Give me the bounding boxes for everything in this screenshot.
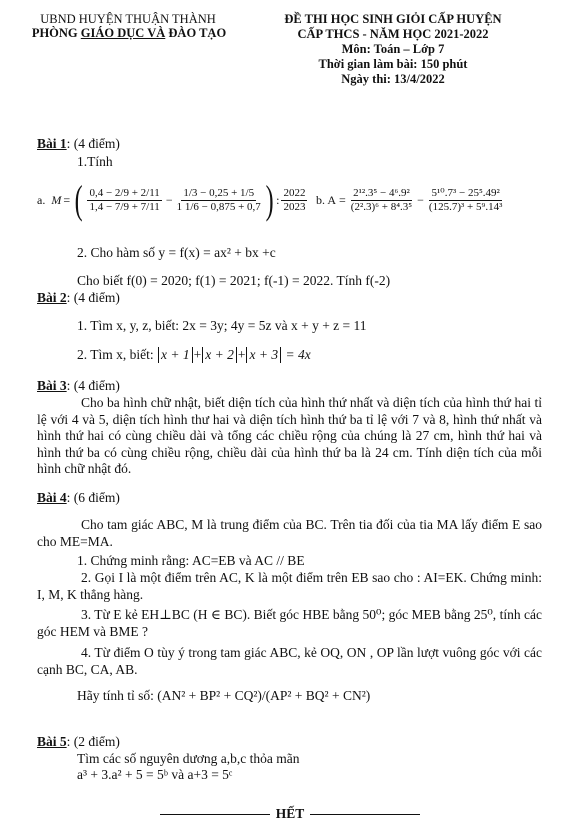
- bai2-heading: [37, 290, 120, 306]
- bai1-sub2: 2. Cho hàm số y = f(x) = ax² + bx +c: [77, 245, 276, 260]
- bai2-q2-prefix: 2. Tìm x, biết:: [77, 347, 157, 362]
- bai2-title: Bài 2: [37, 290, 67, 305]
- bai5-title: Bài 5: [37, 734, 67, 749]
- bai2-q2-plus2: +: [237, 347, 246, 362]
- bai4-points: : (6 điểm): [66, 490, 120, 505]
- bai1-heading: [37, 136, 120, 152]
- bai1-b-eq: =: [339, 192, 346, 207]
- bai2-q1: 1. Tìm x, y, z, biết: 2x = 3y; 4y = 5z và x + y + z = 11: [77, 318, 367, 333]
- bai2-q2-term3: x + 3: [246, 347, 281, 363]
- bai3-title: Bài 3: [37, 378, 67, 393]
- end-marker: [150, 806, 430, 822]
- bai4-heading: [37, 490, 120, 506]
- end-line-right: [310, 814, 420, 815]
- bai1-a-f1-den: 1,4 − 7/9 + 7/11: [89, 200, 160, 213]
- bai2-q2: [77, 347, 311, 363]
- bai1-b-label: b. A: [316, 192, 337, 207]
- bai1-a-fraction2: [177, 187, 261, 214]
- bai1-points: : (4 điểm): [66, 136, 120, 151]
- end-text: HẾT: [275, 806, 305, 821]
- bai1-a-div: :: [276, 192, 280, 207]
- bai2-points: : (4 điểm): [66, 290, 120, 305]
- bai4-title: Bài 4: [37, 490, 67, 505]
- bai4-q2: 2. Gọi I là một điểm trên AC, K là một điểm trên EB sao cho : AI=EK. Chứng minh: I, M, K thẳng hàng.: [37, 570, 542, 602]
- bai4-intro-block: [37, 517, 542, 550]
- header-right-line4: Thời gian làm bài: 150 phút: [318, 57, 468, 71]
- bai4-q2-block: [37, 570, 542, 603]
- bai4-q3: 3. Từ E kẻ EH⊥BC (H ∈ BC). Biết góc HBE bằng 50⁰; góc MEB bằng 25⁰, tính các góc HEM và BME ?: [37, 607, 542, 639]
- bai3-text: Cho ba hình chữ nhật, biết diện tích của hình thứ nhất và diện tích của hình thứ hai tỉ lệ với 4 và 5, diện tích hình thư hai và diện tích hình thứ ba tỉ lệ với 7 và 8, hình thứ nhất và hình thứ hai có cùng chiều dài và tổng các chiều rộng của chúng là 27 cm, hình thứ hai và hình thứ ba có cùng chiều rộng, chiều dài của hình thứ ba là 24 cm. Tính diện tích của mỗi hình chữ nhật đó.: [37, 395, 542, 476]
- bai1-b-f2-num: 5¹⁰.7³ − 25⁵.49²: [431, 186, 500, 199]
- bai1-a-fraction1: [87, 187, 161, 214]
- bai2-q2-plus1: +: [193, 347, 202, 362]
- right-paren-icon: ): [265, 177, 274, 222]
- bai1-a-fraction3: [281, 187, 307, 214]
- bai1-b-minus: −: [417, 192, 424, 207]
- bai1-b-fraction2: [429, 187, 502, 214]
- bai2-q2-rhs: = 4x: [285, 347, 311, 362]
- bai4-q1: 1. Chứng minh rằng: AC=EB và AC // BE: [77, 553, 305, 568]
- bai1-title: Bài 1: [37, 136, 67, 151]
- bai3-heading: [37, 378, 120, 394]
- bai1-a-eq: =: [63, 192, 71, 207]
- header-left-prefix: PHÒNG: [31, 26, 81, 40]
- bai5-points: : (2 điểm): [66, 734, 120, 749]
- bai4-intro: Cho tam giác ABC, M là trung điểm của BC. Trên tia đối của tia MA lấy điểm E sao cho ME=MA.: [37, 517, 542, 549]
- header-right-line2: CẤP THCS - NĂM HỌC 2021-2022: [297, 27, 489, 41]
- bai2-q2-term2: x + 2: [202, 347, 237, 363]
- bai1-b-f1-num: 2¹².3⁵ − 4⁶.9²: [353, 186, 410, 199]
- bai1-b-fraction1: [351, 187, 412, 214]
- bai1-a-M: M: [51, 192, 62, 207]
- bai4-q4-block: [37, 645, 542, 678]
- bai1-a-f3-num: 2022: [283, 186, 306, 199]
- bai2-q2-term1: x + 1: [158, 347, 193, 363]
- bai5-heading: [37, 734, 120, 750]
- header-right-line1: ĐỀ THI HỌC SINH GIỎI CẤP HUYỆN: [284, 12, 502, 26]
- header-right-line3: Môn: Toán – Lớp 7: [341, 42, 445, 56]
- bai1-a-f1-num: 0,4 − 2/9 + 2/11: [89, 186, 160, 199]
- bai4-q4: 4. Từ điểm O tùy ý trong tam giác ABC, kẻ OQ, ON , OP lần lượt vuông góc với các cạnh BC, CA, AB.: [37, 645, 542, 677]
- bai1-a-label: a.: [37, 192, 46, 207]
- bai4-q3-block: [37, 607, 542, 640]
- bai5-line2: a³ + 3.a² + 5 = 5ᵇ và a+3 = 5ᶜ: [77, 767, 233, 782]
- bai1-b-f1-den: (2².3)⁶ + 8⁴.3⁵: [350, 200, 413, 213]
- bai3-points: : (4 điểm): [66, 378, 120, 393]
- header-right-line5: Ngày thi: 13/4/2022: [341, 72, 445, 86]
- bai4-q4b: Hãy tính tỉ số: (AN² + BP² + CQ²)/(AP² + BQ² + CN²): [77, 688, 371, 703]
- header-left-line1: UBND HUYỆN THUẬN THÀNH: [40, 12, 216, 26]
- bai1-sub2b: Cho biết f(0) = 2020; f(1) = 2021; f(-1) = 2022. Tính f(-2): [77, 273, 391, 288]
- bai3-text-block: [37, 395, 542, 478]
- end-line-left: [160, 814, 270, 815]
- bai1-a-f3-den: 2023: [283, 200, 306, 213]
- bai1-a-expression: a. M = ( $\frac{0,4 - 2/9 + 2/11}{1,4 - 7/9 + 7/11}$ − $\frac{1/3 - 0,25 + 1/5}{1 1/6 - 0,875 + 0,7}$ ) : $\frac{2022}{2023}$: [37, 177, 306, 222]
- bai1-b-f2-den: (125.7)³ + 5⁹.14³: [428, 200, 503, 213]
- bai1-sub1: 1.Tính: [77, 154, 113, 169]
- header-left-line2: [22, 26, 236, 41]
- bai1-a-f2-num: 1/3 − 0,25 + 1/5: [183, 186, 255, 199]
- header-left-underlined: GIÁO DỤC VÀ: [80, 26, 166, 40]
- bai1-a-f2-den: 1 1/6 − 0,875 + 0,7: [176, 200, 261, 213]
- bai5-line1: Tìm các số nguyên dương a,b,c thỏa mãn: [77, 751, 300, 766]
- left-paren-icon: (: [74, 177, 83, 222]
- header-left-suffix: ĐÀO TẠO: [165, 26, 227, 40]
- bai1-b-expression: [316, 180, 504, 220]
